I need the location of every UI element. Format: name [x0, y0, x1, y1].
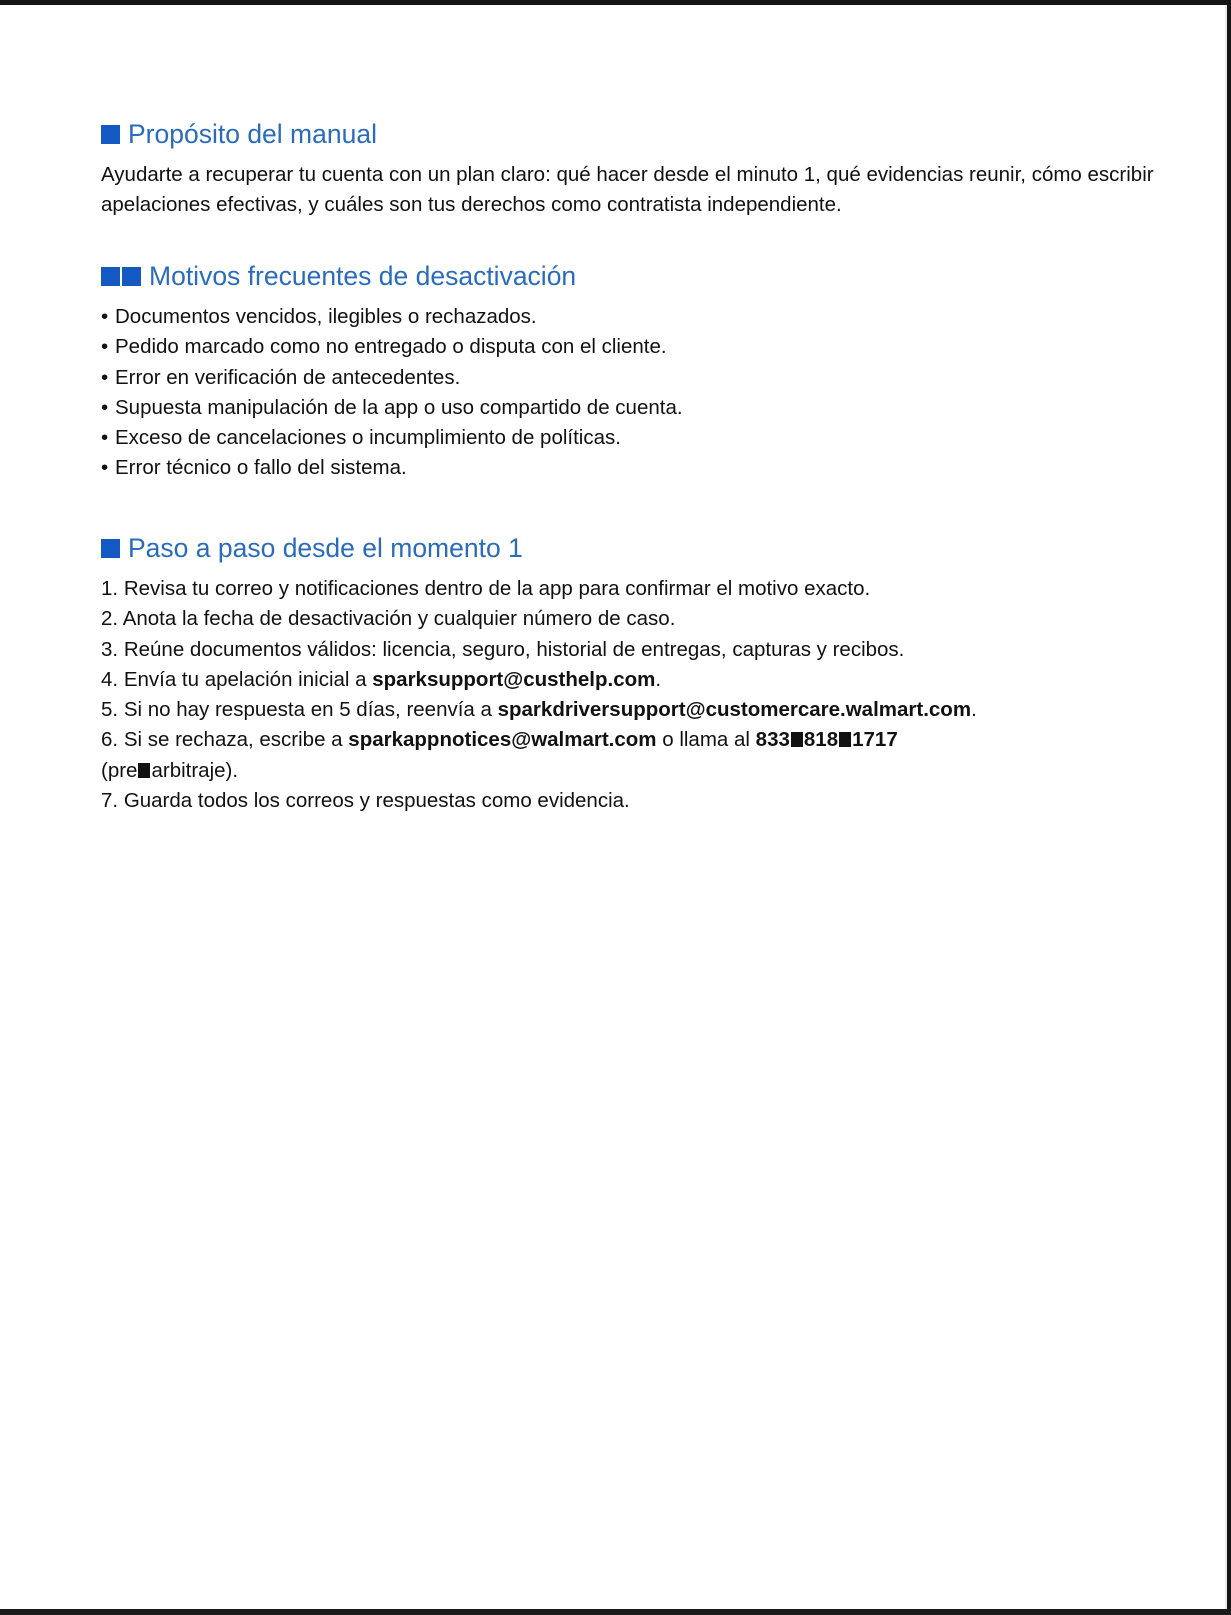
- bullet-icon: •: [101, 365, 109, 389]
- list-item: • Supuesta manipulación de la app o uso compartido de cuenta.: [101, 393, 1181, 423]
- step-item: 7. Guarda todos los correos y respuestas como evidencia.: [101, 789, 630, 813]
- step-item: 4. Envía tu apelación inicial a sparksupport@custhelp.com.: [101, 667, 662, 691]
- step-number: 2.: [101, 607, 119, 631]
- square-marker-icon: [101, 539, 122, 558]
- reasons-list: [101, 302, 1181, 484]
- missing-glyph-icon: [138, 763, 150, 778]
- page-right-border: [1227, 0, 1231, 1615]
- section-motivos: [101, 260, 1181, 532]
- list-item: • Exceso de cancelaciones o incumplimiento de políticas.: [101, 423, 1181, 453]
- bullet-icon: •: [101, 305, 109, 328]
- bullet-icon: •: [101, 335, 109, 359]
- page-bottom-border: [0, 1609, 1231, 1615]
- step-item: 3. Reúne documentos válidos: licencia, seguro, historial de entregas, capturas y recibos.: [101, 637, 905, 661]
- section-heading: Propósito del manual: [101, 118, 1181, 150]
- square-marker-icon: [101, 125, 122, 144]
- list-item: • Error técnico o fallo del sistema.: [101, 453, 1181, 483]
- list-item: • Documentos vencidos, ilegibles o rechazados.: [101, 302, 1181, 332]
- step-number: 5.: [101, 698, 119, 722]
- step-number: 7.: [101, 789, 119, 813]
- step-item: 6. Si se rechaza, escribe a sparkappnotices@walmart.com o llama al 833 818 1717 (pre arbitraje).: [101, 728, 898, 782]
- step-item: 1. Revisa tu correo y notificaciones dentro de la app para confirmar el motivo exacto.: [101, 577, 871, 600]
- step-number: 1.: [101, 577, 119, 600]
- step-number: 3.: [101, 637, 119, 661]
- list-item: • Error en verificación de antecedentes.: [101, 363, 1181, 393]
- document-page: [101, 118, 1181, 816]
- step-number: 6.: [101, 728, 119, 752]
- section-paso-a-paso: [101, 532, 1181, 816]
- steps-list: [101, 574, 1181, 816]
- section-paragraph: Ayudarte a recuperar tu cuenta con un plan claro: qué hacer desde el minuto 1, qué evidencias reunir, cómo escribir apelaciones efectivas, y cuáles son tus derechos como contratista independiente.: [101, 163, 1154, 216]
- bullet-icon: •: [101, 426, 109, 450]
- bullet-icon: •: [101, 395, 109, 419]
- bullet-icon: •: [101, 456, 109, 480]
- email-link[interactable]: sparksupport@custhelp.com: [372, 667, 656, 691]
- section-heading: Motivos frecuentes de desactivación: [101, 260, 1181, 292]
- step-number: 4.: [101, 667, 119, 691]
- step-item: 5. Si no hay respuesta en 5 días, reenvía a sparkdriversupport@customercare.walmart.com.: [101, 698, 977, 722]
- missing-glyph-icon: [791, 732, 803, 747]
- double-square-marker-icon: [101, 267, 143, 286]
- section-heading: Paso a paso desde el momento 1: [101, 532, 1181, 564]
- email-link[interactable]: sparkdriversupport@customercare.walmart.com: [497, 698, 972, 722]
- email-link[interactable]: sparkappnotices@walmart.com: [348, 728, 657, 752]
- step-item: 2. Anota la fecha de desactivación y cualquier número de caso.: [101, 607, 676, 631]
- phone-number[interactable]: 833 818 1717: [755, 728, 898, 752]
- section-proposito: [101, 118, 1181, 260]
- missing-glyph-icon: [839, 732, 851, 747]
- page-top-border: [0, 0, 1231, 5]
- list-item: • Pedido marcado como no entregado o disputa con el cliente.: [101, 332, 1181, 362]
